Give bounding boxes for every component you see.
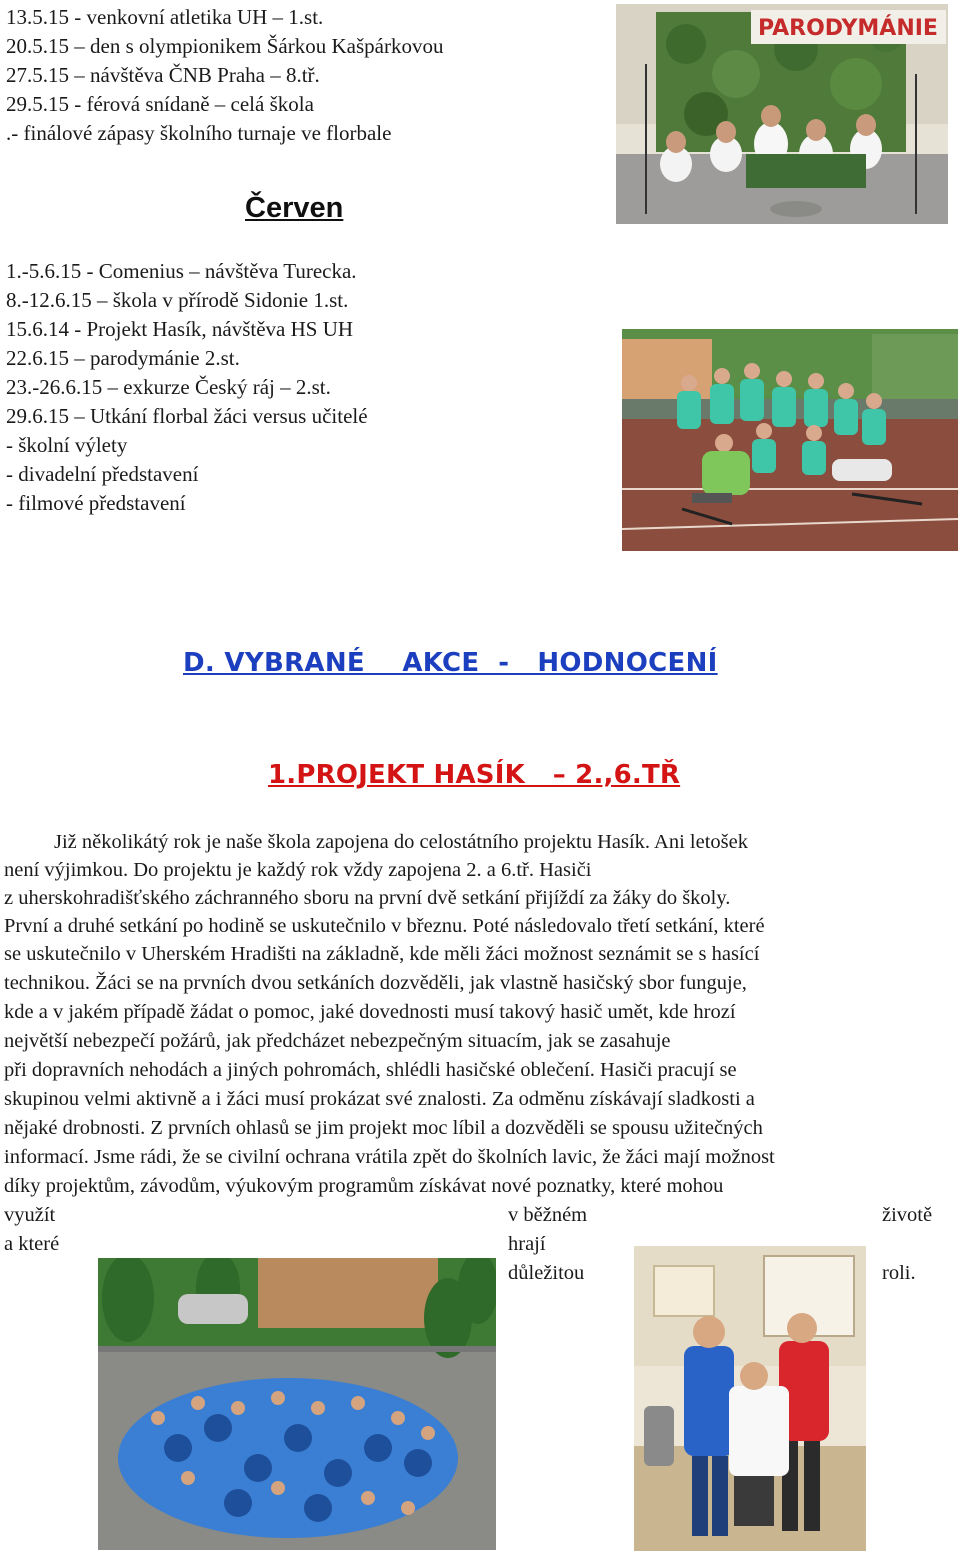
photo-children-group [98,1258,496,1550]
june-item: - divadelní představení [6,462,199,486]
june-item: 23.-26.6.15 – exkurze Český ráj – 2.st. [6,375,331,399]
split-word: hrají [508,1233,546,1255]
photo-parodymanie [616,4,948,224]
split-word: a které [4,1233,60,1255]
june-item: 1.-5.6.15 - Comenius – návštěva Turecka. [6,259,357,283]
month-heading-june: Červen [245,192,344,224]
paragraph-line: při dopravních nehodách a jiných pohromách, shlédli hasičské oblečení. Hasiči pracují se [4,1059,737,1081]
paragraph-line: Již několikátý rok je naše škola zapojena do celostátního projektu Hasík. Ani letošek [54,831,748,853]
may-item: 27.5.15 – návštěva ČNB Praha – 8.tř. [6,63,320,87]
split-word: důležitou [508,1262,585,1284]
june-item: - filmové představení [6,491,186,515]
paragraph-line: kde a v jakém případě žádat o pomoc, jaké dovednosti musí takový hasič umět, kde hrozí [4,1001,736,1023]
paragraph-line: z uherskohradišťského záchranného sboru na první dvě setkání přijíždí za žáky do školy. [4,887,731,909]
paragraph-line: technikou. Žáci se na prvních dvou setkáních dozvěděli, jak vlastně hasičský sbor funguje, [4,972,747,994]
paragraph-line: se uskutečnilo v Uherském Hradišti na základně, kde měli žáci možnost seznámit se s hasící [4,943,760,965]
photo-florbal-team [622,329,958,551]
split-word: v běžném [508,1204,588,1226]
paragraph-line: nějaké drobnosti. Z prvních ohlasů se jim projekt moc líbil a dozvěděli se spousu užitečných [4,1117,763,1139]
subsection-title: 1.PROJEKT HASÍK – 2.,6.TŘ [268,760,681,790]
split-word: životě [882,1204,933,1226]
paragraph-line: První a druhé setkání po hodině se uskutečnilo v březnu. Poté následovalo třetí setkání, které [4,915,765,937]
paragraph-line: díky projektům, závodům, výukovým programům získávat nové poznatky, které mohou [4,1175,724,1197]
split-word: využít [4,1204,56,1226]
photo-firefighter-demo [634,1246,866,1551]
may-item: 29.5.15 - férová snídaně – celá škola [6,92,314,116]
june-item: 8.-12.6.15 – škola v přírodě Sidonie 1.st. [6,288,349,312]
may-item: 20.5.15 – den s olympionikem Šárkou Kašpárkovou [6,34,444,58]
paragraph-line: největší nebezpečí požárů, jak předcházet nebezpečným situacím, jak se zasahuje [4,1030,671,1052]
june-item: 22.6.15 – parodymánie 2.st. [6,346,240,370]
may-item: .- finálové zápasy školního turnaje ve florbale [6,121,392,145]
paragraph-line: skupinou velmi aktivně a i žáci musí prokázat své znalosti. Za odměnu získávají sladkosti a [4,1088,755,1110]
june-item: 15.6.14 - Projekt Hasík, návštěva HS UH [6,317,354,341]
may-item: 13.5.15 - venkovní atletika UH – 1.st. [6,5,324,29]
parodymanie-banner-text: PARODYMÁNIE [758,16,938,41]
june-item: - školní výlety [6,433,128,457]
june-item: 29.6.15 – Utkání florbal žáci versus učitelé [6,404,368,428]
split-word: roli. [882,1262,916,1284]
section-title: D. VYBRANÉ AKCE - HODNOCENÍ [183,648,718,678]
paragraph-line: není výjimkou. Do projektu je každý rok vždy zapojena 2. a 6.tř. Hasiči [4,859,592,881]
paragraph-line: informací. Jsme rádi, že se civilní ochrana vrátila zpět do školních lavic, že žáci mají možnost [4,1146,775,1168]
